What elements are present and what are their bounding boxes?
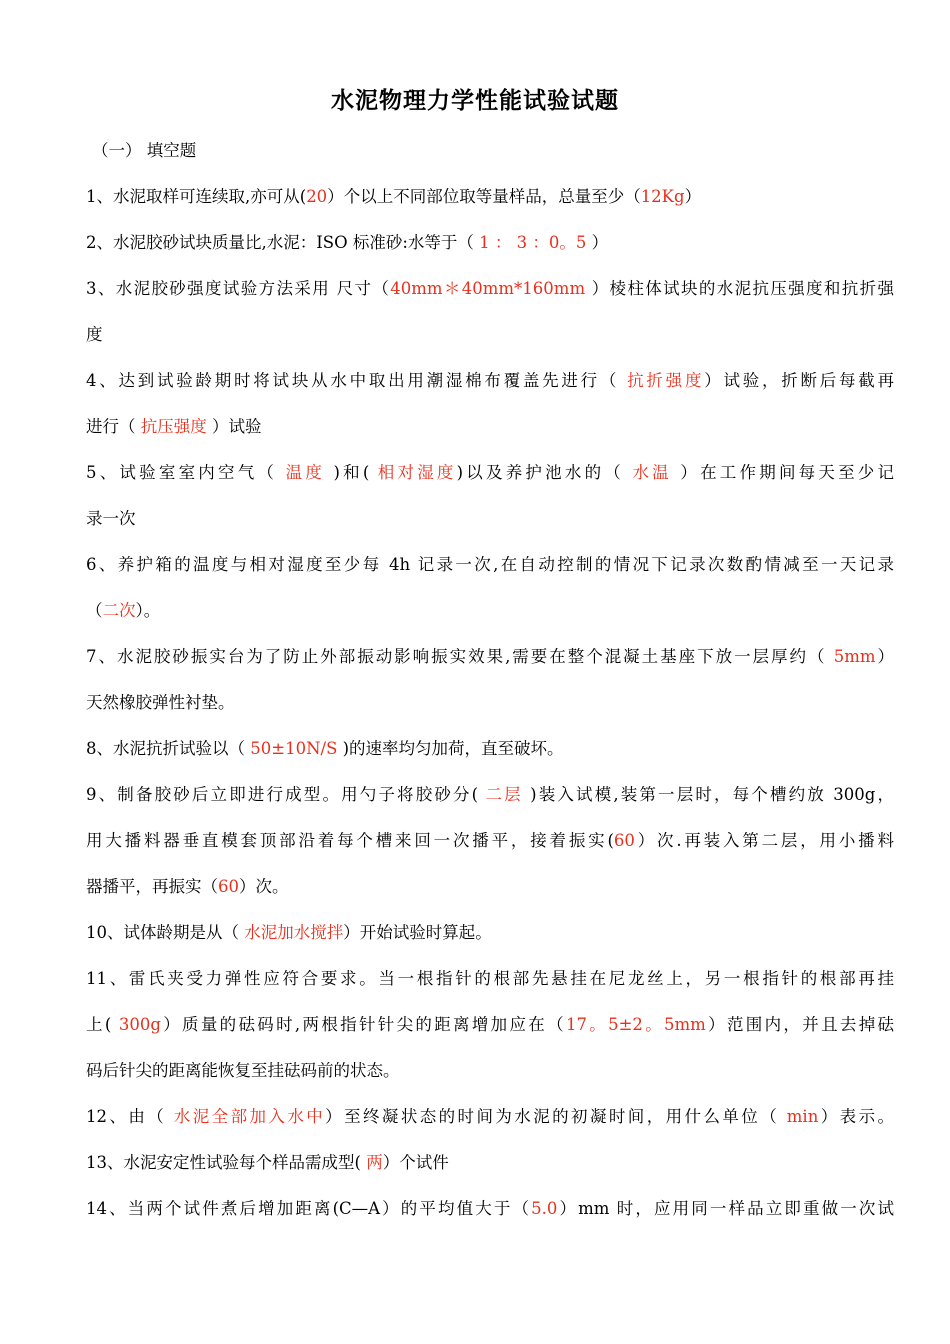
text-line bbox=[86, 964, 894, 1010]
question-text: 13、水泥安定性试验每个样品需成型( bbox=[86, 1153, 367, 1172]
text-line bbox=[86, 412, 894, 458]
answer-text: 两 bbox=[366, 1153, 383, 1172]
text-line bbox=[86, 872, 894, 918]
text-line bbox=[86, 228, 894, 274]
question-text: ） bbox=[684, 187, 702, 206]
answer-text: 水温 bbox=[632, 463, 672, 482]
question-text: ）范围内，并且去掉砝 bbox=[705, 1015, 894, 1034]
question-text: 度 bbox=[86, 325, 103, 344]
text-line bbox=[86, 1010, 894, 1056]
text-line bbox=[86, 1148, 894, 1194]
question-text: 天然橡胶弹性衬垫。 bbox=[86, 693, 235, 712]
answer-text: 二层 bbox=[485, 785, 523, 804]
answer-text: 60 bbox=[218, 877, 239, 896]
question-text: ）在工作期间每天至少记 bbox=[671, 463, 894, 482]
question-text: 11、雷氏夹受力弹性应符合要求。当一根指针的根部先悬挂在尼龙丝上，另一根指针的根部再挂 bbox=[86, 969, 894, 988]
question-text: 进行（ bbox=[86, 417, 141, 436]
answer-text: 抗压强度 bbox=[140, 417, 207, 436]
answer-text: 300g bbox=[118, 1015, 161, 1034]
text-line bbox=[86, 918, 894, 964]
answer-text: 17。5±2。5mm bbox=[565, 1015, 706, 1034]
answer-text: 抗折强度 bbox=[627, 371, 705, 390]
answer-text: 相对湿度 bbox=[377, 463, 457, 482]
answer-text: 水泥全部加入水中 bbox=[173, 1107, 326, 1126]
text-line bbox=[86, 1194, 894, 1240]
question-text: ）个以上不同部位取等量样品，总量至少（ bbox=[327, 187, 641, 206]
text-line bbox=[86, 734, 894, 780]
text-line bbox=[86, 596, 894, 642]
text-line bbox=[86, 320, 894, 366]
question-text: ）质量的砝码时,两根指针针尖的距离增加应在（ bbox=[160, 1015, 566, 1034]
question-text: 12、由（ bbox=[86, 1107, 174, 1126]
question-text: ）。 bbox=[135, 601, 161, 620]
question-text: ）mm 时，应用同一样品立即重做一次试 bbox=[557, 1199, 894, 1218]
answer-text: 60 bbox=[613, 831, 635, 850]
text-line bbox=[86, 780, 894, 826]
question-text: 7、水泥胶砂振实台为了防止外部振动影响振实效果,需要在整个混凝土基座下放一层厚约（ bbox=[86, 647, 834, 666]
answer-text: 水泥加水搅拌 bbox=[244, 923, 344, 942]
question-text: 9、制备胶砂后立即进行成型。用勺子将胶砂分( bbox=[86, 785, 486, 804]
question-text: ）个试件 bbox=[382, 1153, 449, 1172]
question-text: 录一次 bbox=[86, 509, 136, 528]
question-text: 码后针尖的距离能恢复至挂砝码前的状态。 bbox=[86, 1061, 400, 1080]
text-line bbox=[86, 550, 894, 596]
question-text: ） bbox=[586, 233, 609, 252]
answer-text: 20 bbox=[306, 187, 328, 206]
text-line bbox=[86, 366, 894, 412]
question-text: 8、水泥抗折试验以（ bbox=[86, 739, 251, 758]
answer-text: 二次 bbox=[102, 601, 136, 620]
question-text: ）开始试验时算起。 bbox=[343, 923, 492, 942]
answer-text: 1 ： 3 ：0。5 bbox=[479, 233, 587, 252]
question-text: ） bbox=[875, 647, 894, 666]
text-line bbox=[86, 1056, 894, 1102]
answer-text: 12Kg bbox=[640, 187, 685, 206]
text-line bbox=[86, 182, 894, 228]
question-text: ）棱柱体试块的水泥抗压强度和抗折强 bbox=[585, 279, 894, 298]
question-text: )和( bbox=[325, 463, 378, 482]
question-text: 3、水泥胶砂强度试验方法采用 尺寸（ bbox=[86, 279, 391, 298]
question-text: )的速率均匀加荷，直至破坏。 bbox=[337, 739, 564, 758]
question-text: 上( bbox=[86, 1015, 119, 1034]
text-line bbox=[86, 688, 894, 734]
answer-text: 40mm＊40mm*160mm bbox=[390, 279, 586, 298]
question-text: （ bbox=[86, 601, 103, 620]
text-line bbox=[86, 274, 894, 320]
question-text: 10、试体龄期是从（ bbox=[86, 923, 245, 942]
question-text: 14、当两个试件煮后增加距离(C—A）的平均值大于（ bbox=[86, 1199, 532, 1218]
text-line bbox=[86, 1102, 894, 1148]
answer-text: 5.0 bbox=[531, 1199, 558, 1218]
question-text: ）试验，折断后每截再 bbox=[704, 371, 894, 390]
question-text: ）至终凝状态的时间为水泥的初凝时间，用什么单位（ bbox=[325, 1107, 787, 1126]
question-text: ）试验 bbox=[206, 417, 262, 436]
question-text: 2、水泥胶砂试块质量比,水泥：ISO 标准砂:水等于（ bbox=[86, 233, 480, 252]
question-text: )装入试模,装第一层时，每个槽约放 300g， bbox=[522, 785, 894, 804]
text-line bbox=[86, 642, 894, 688]
question-text: ）次.再装入第二层，用小播料 bbox=[634, 831, 894, 850]
question-text: 4、达到试验龄期时将试块从水中取出用潮湿棉布覆盖先进行（ bbox=[86, 371, 628, 390]
question-text: 5、试验室室内空气（ bbox=[86, 463, 286, 482]
answer-text: 温度 bbox=[285, 463, 326, 482]
text-line bbox=[86, 458, 894, 504]
answer-text: min bbox=[786, 1107, 819, 1126]
question-text: 器播平，再振实（ bbox=[86, 877, 218, 896]
question-list bbox=[86, 136, 894, 1240]
question-text: ）表示。 bbox=[818, 1107, 894, 1126]
text-line bbox=[86, 826, 894, 872]
question-text: 1、水泥取样可连续取,亦可从( bbox=[86, 187, 307, 206]
section-heading: （一） 填空题 bbox=[92, 141, 197, 160]
answer-text: 5mm bbox=[833, 647, 876, 666]
question-text: 用大播料器垂直模套顶部沿着每个槽来回一次播平，接着振实( bbox=[86, 831, 614, 850]
text-line bbox=[86, 504, 894, 550]
question-text: ）次。 bbox=[239, 877, 289, 896]
question-text: 6、养护箱的温度与相对湿度至少每 4h 记录一次,在自动控制的情况下记录次数酌情减至一天记录 bbox=[86, 555, 894, 574]
answer-text: 50±10N/S bbox=[250, 739, 338, 758]
page-title: 水泥物理力学性能试验试题 bbox=[331, 88, 619, 114]
question-text: )以及养护池水的（ bbox=[456, 463, 633, 482]
